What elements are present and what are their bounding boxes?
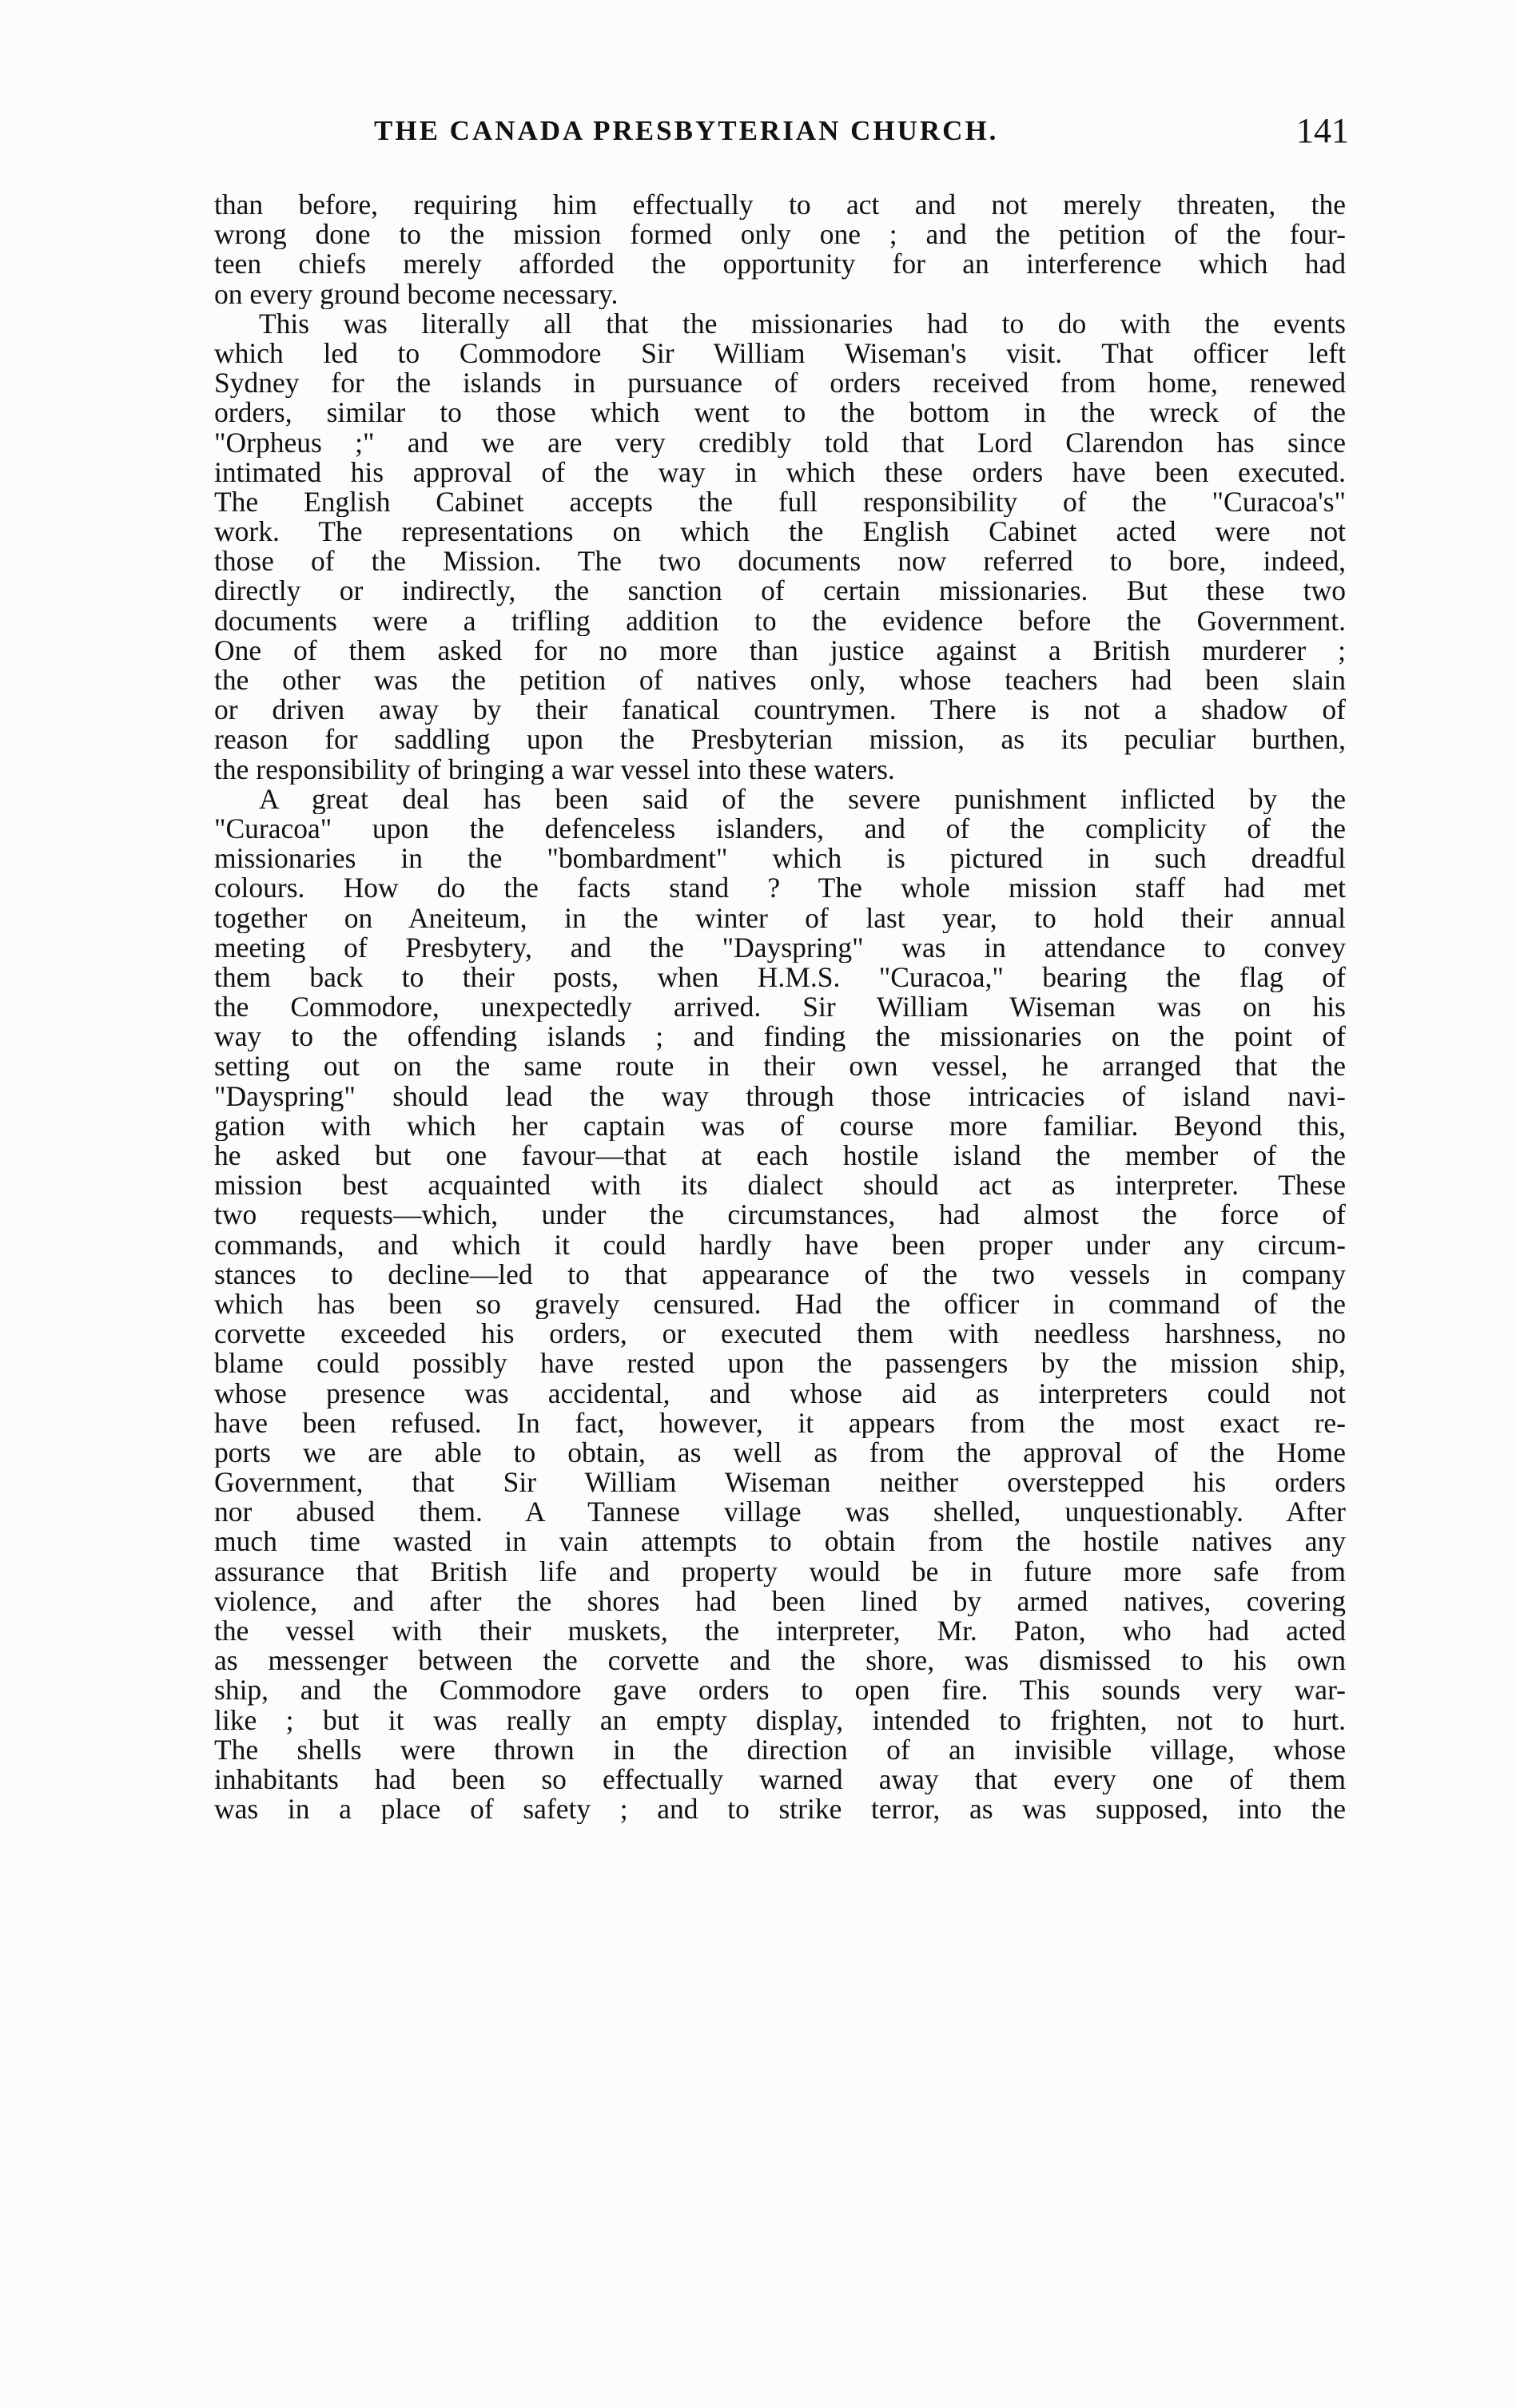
text-line: two requests—which, under the circumstances, had almost the force of [214, 1200, 1346, 1230]
text-line: way to the offending islands ; and finding the missionaries on the point of [214, 1022, 1346, 1052]
text-line: or driven away by their fanatical countrymen. There is not a shadow of [214, 695, 1346, 725]
text-line: A great deal has been said of the severe punishment inflicted by the [259, 784, 1346, 814]
text-line: "Curacoa" upon the defenceless islanders, and of the complicity of the [214, 813, 1346, 844]
text-line: much time wasted in vain attempts to obtain from the hostile natives any [214, 1527, 1346, 1557]
text-line: commands, and which it could hardly have been proper under any circum- [214, 1230, 1346, 1260]
text-line: meeting of Presbytery, and the "Dayspring" was in attendance to convey [214, 932, 1346, 963]
text-line: teen chiefs merely afforded the opportunity for an interference which had [214, 249, 1346, 280]
text-line: One of them asked for no more than justice against a British murderer ; [214, 635, 1346, 666]
text-line: whose presence was accidental, and whose aid as interpreters could not [214, 1378, 1346, 1409]
text-line: on every ground become necessary. [214, 279, 619, 309]
text-line: as messenger between the corvette and the shore, was dismissed to his own [214, 1646, 1346, 1676]
text-line: nor abused them. A Tannese village was shelled, unquestionably. After [214, 1497, 1346, 1528]
text-line: ship, and the Commodore gave orders to open fire. This sounds very war- [214, 1675, 1346, 1706]
text-line: wrong done to the mission formed only one ; and the petition of the four- [214, 220, 1346, 250]
text-line: like ; but it was really an empty display, intended to frighten, not to hurt. [214, 1705, 1346, 1735]
text-line: the vessel with their muskets, the interpreter, Mr. Paton, who had acted [214, 1616, 1346, 1647]
text-line: he asked but one favour—that at each hostile island the member of the [214, 1141, 1346, 1171]
text-line: intimated his approval of the way in which these orders have been executed. [214, 457, 1346, 487]
text-line: "Dayspring" should lead the way through those intricacies of island navi- [214, 1081, 1346, 1111]
text-line: This was literally all that the missionaries had to do with the events [259, 308, 1346, 339]
text-line: blame could possibly have rested upon the passengers by the mission ship, [214, 1349, 1346, 1379]
text-line: which has been so gravely censured. Had the officer in command of the [214, 1289, 1346, 1320]
text-line: missionaries in the "bombardment" which is pictured in such dreadful [214, 844, 1346, 874]
running-title: THE CANADA PRESBYTERIAN CHURCH. [374, 115, 999, 146]
text-line: ports we are able to obtain, as well as from the approval of the Home [214, 1437, 1346, 1468]
text-line: corvette exceeded his orders, or executed them with needless harshness, no [214, 1319, 1346, 1349]
text-line: them back to their posts, when H.M.S. "Curacoa," bearing the flag of [214, 962, 1346, 993]
text-line: directly or indirectly, the sanction of certain missionaries. But these two [214, 576, 1346, 606]
text-line: the other was the petition of natives only, whose teachers had been slain [214, 666, 1346, 696]
text-line: gation with which her captain was of course more familiar. Beyond this, [214, 1111, 1346, 1141]
text-line: together on Aneiteum, in the winter of last year, to hold their annual [214, 903, 1346, 933]
text-line: stances to decline—led to that appearance of the two vessels in company [214, 1259, 1346, 1289]
text-line: than before, requiring him effectually to act and not merely threaten, the [214, 190, 1346, 221]
text-line: setting out on the same route in their own vessel, he arranged that the [214, 1051, 1346, 1082]
running-head [214, 110, 1349, 174]
text-line: colours. How do the facts stand ? The whole mission staff had met [214, 873, 1346, 904]
body-text [214, 190, 1346, 1824]
text-line: the responsibility of bringing a war vessel into these waters. [214, 754, 895, 785]
text-line: The shells were thrown in the direction of an invisible village, whose [214, 1734, 1346, 1765]
text-line: those of the Mission. The two documents now referred to bore, indeed, [214, 546, 1346, 577]
text-line: work. The representations on which the English Cabinet acted were not [214, 517, 1346, 547]
text-line: Government, that Sir William Wiseman neither overstepped his orders [214, 1468, 1346, 1498]
text-line: reason for saddling upon the Presbyterian mission, as its peculiar burthen, [214, 725, 1346, 755]
text-line: assurance that British life and property would be in future more safe from [214, 1556, 1346, 1587]
text-line: mission best acquainted with its dialect should act as interpreter. These [214, 1170, 1346, 1201]
text-line: Sydney for the islands in pursuance of orders received from home, renewed [214, 368, 1346, 399]
text-line: violence, and after the shores had been lined by armed natives, covering [214, 1586, 1346, 1616]
text-line: have been refused. In fact, however, it appears from the most exact re- [214, 1408, 1346, 1438]
text-line: which led to Commodore Sir William Wiseman's visit. That officer left [214, 338, 1346, 369]
text-line: documents were a trifling addition to the evidence before the Government. [214, 606, 1346, 636]
text-line: orders, similar to those which went to the bottom in the wreck of the [214, 398, 1346, 428]
text-line: was in a place of safety ; and to strike terror, as was supposed, into the [214, 1794, 1346, 1825]
text-line: "Orpheus ;" and we are very credibly told that Lord Clarendon has since [214, 427, 1346, 458]
text-line: the Commodore, unexpectedly arrived. Sir William Wiseman was on his [214, 992, 1346, 1023]
text-line: inhabitants had been so effectually warned away that every one of them [214, 1764, 1346, 1795]
page-number: 141 [1296, 111, 1349, 150]
text-line: The English Cabinet accepts the full responsibility of the "Curacoa's" [214, 487, 1346, 518]
